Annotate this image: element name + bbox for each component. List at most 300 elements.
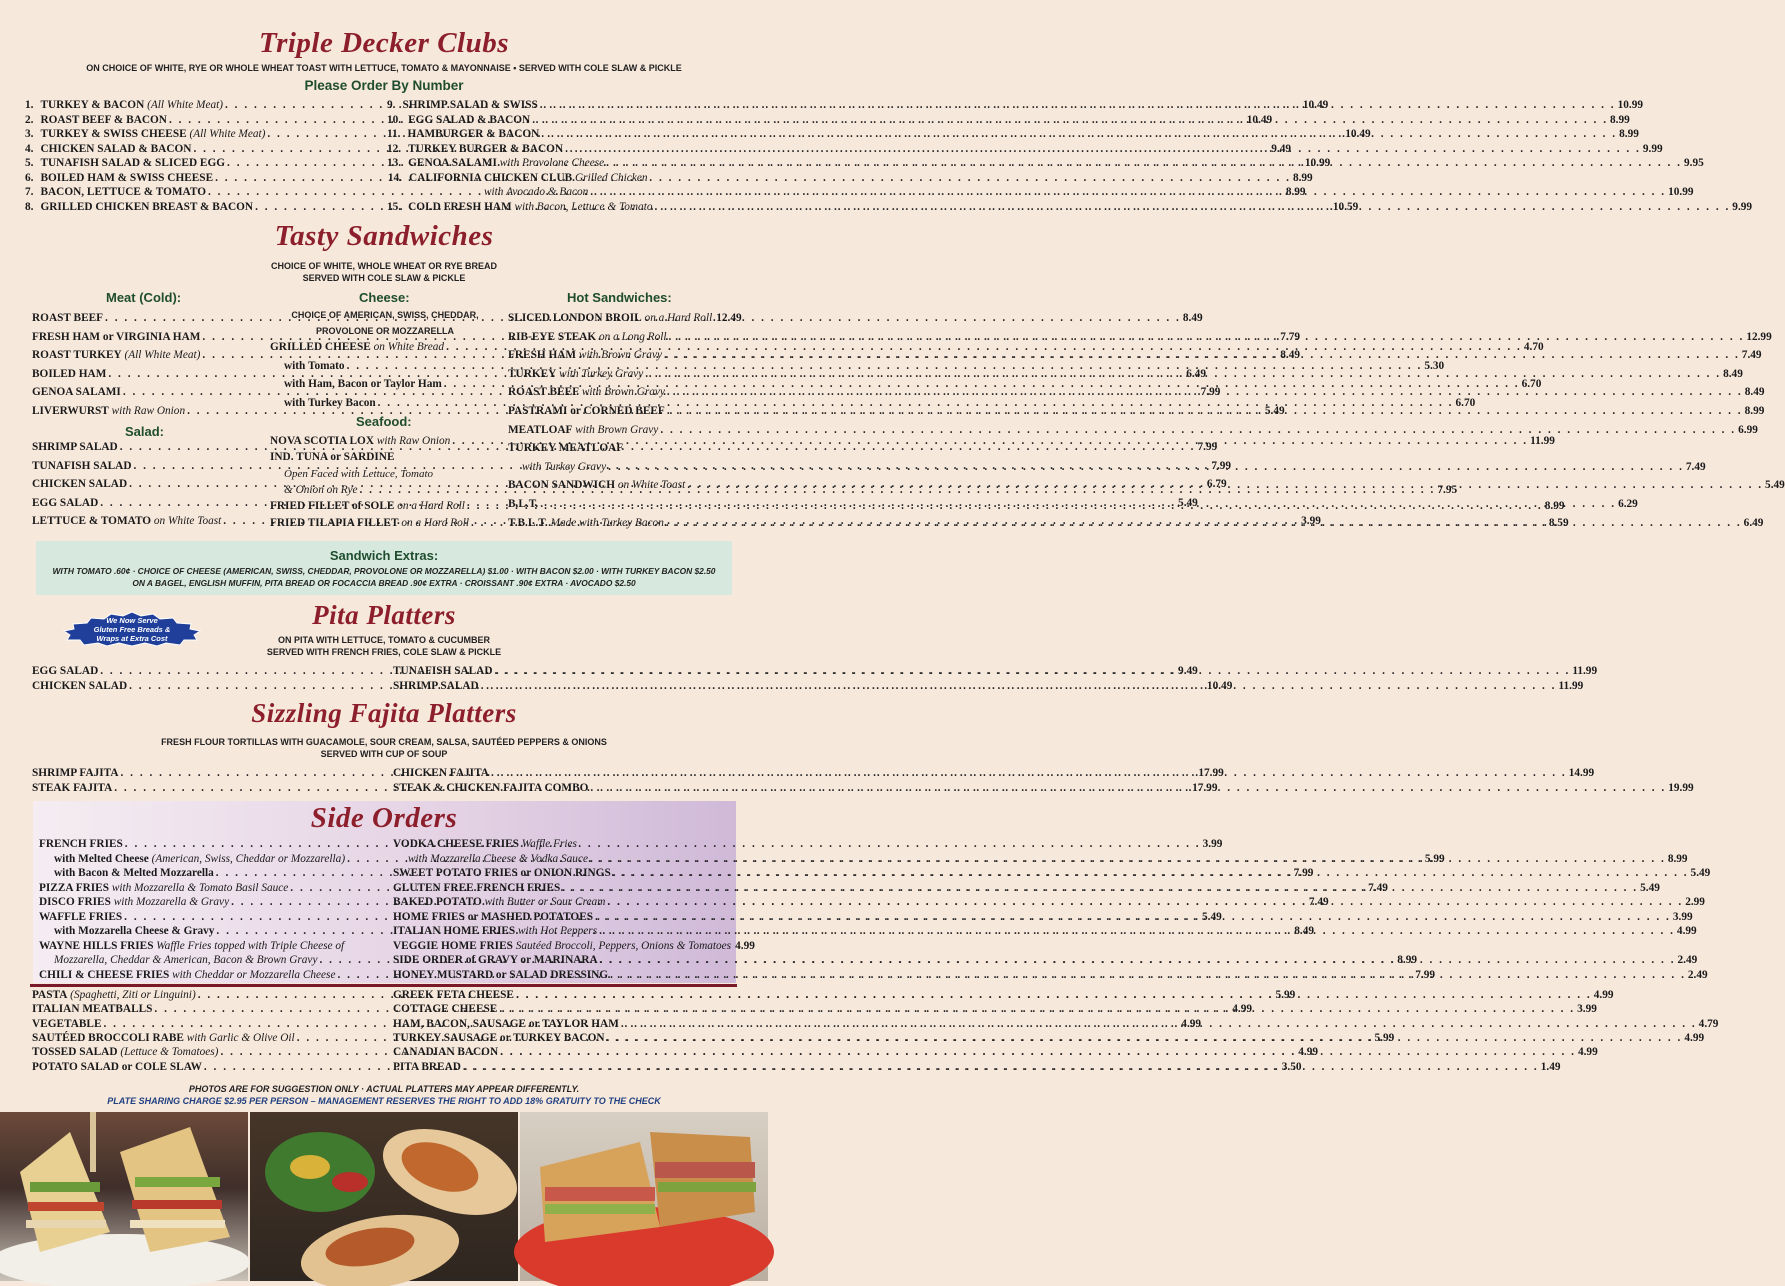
item-name (270, 499, 465, 513)
item-name-text: TUNAFISH SALAD (393, 665, 493, 677)
item-name-text: SHRIMP SALAD (393, 679, 479, 692)
item-name-text: PITA BREAD (393, 1060, 461, 1073)
item-name (393, 988, 514, 1002)
item-price: 5.99 (1424, 852, 1445, 865)
item-name-text: DISCO FRIES (39, 896, 111, 908)
item-name (39, 837, 123, 851)
item-name (393, 881, 560, 895)
item-name-text: with Mozzarella Cheese & Gravy (54, 925, 215, 937)
meat-cold-heading: Meat (Cold): (106, 290, 182, 305)
item-price: 8.99 (1610, 113, 1630, 126)
item-price: 7.95 (1437, 483, 1458, 496)
leader-dots (590, 852, 1666, 866)
pita-subtitle: ON PITA WITH LETTUCE, TOMATO & CUCUMBER SERVED WITH FRENCH FRIES, COLE SLAW & PICKLE (266, 635, 502, 657)
leader-dots (595, 910, 1671, 924)
item-name-text: CHICKEN SALAD & BACON (40, 142, 192, 155)
item-name (393, 1031, 605, 1045)
item-name (508, 497, 538, 511)
item-price: 17.99 (1192, 781, 1218, 794)
item-note: on a Long Roll (596, 330, 667, 343)
item-note: with Brown Gravy (572, 423, 659, 436)
item-name-text: BOILED HAM & SWISS CHEESE (40, 171, 214, 184)
item-name (393, 1045, 498, 1059)
item-name (508, 367, 643, 381)
item-note: with Hot Peppers (515, 925, 598, 937)
item-note: on White Toast (615, 479, 686, 492)
leader-dots (565, 142, 1641, 156)
item-name-text: with Turkey Bacon (284, 396, 376, 409)
item-price: 9.99 (1732, 200, 1753, 213)
item-name (508, 478, 685, 492)
item-note: (All White Meat) (121, 349, 201, 362)
turkey-sandwich-illustration (520, 1112, 768, 1281)
item-price: 5.99 (1275, 989, 1296, 1001)
item-price: 10.99 (1617, 99, 1643, 111)
item-price: 8.99 (1397, 954, 1418, 966)
item-name (40, 171, 213, 185)
item-name (393, 837, 577, 851)
item-name-text: with Melted Cheese (54, 852, 149, 865)
item-name (32, 766, 119, 780)
item-name (32, 477, 127, 491)
item-name-text: TURKEY MEATLOAF (508, 442, 624, 455)
leader-dots (654, 200, 1730, 214)
item-price: 5.49 (1178, 496, 1198, 509)
item-price: 6.79 (1206, 478, 1227, 491)
item-price: 3.99 (1202, 838, 1223, 850)
item-name-text: TOSSED SALAD (32, 1046, 118, 1059)
item-note: Waffle Fries topped with Triple Cheese of (153, 939, 345, 952)
item-name-text: ROAST BEEF (32, 312, 104, 324)
item-name (32, 385, 121, 399)
item-price: 7.99 (1197, 441, 1218, 453)
item-note: Sautéed Broccoli, Peppers, Onions & Tomatoes (512, 939, 732, 952)
item-number: 9. (387, 99, 396, 111)
item-price: 8.49 (1723, 367, 1743, 380)
sandwich-extras-text: WITH TOMATO .60¢ · CHOICE OF CHEESE (AMERICAN, SWISS, CHEDDAR, PROVOLONE OR MOZZARELLA) $1.00 · WITH BACON $2.00 · WITH TURKEY BACON $2.50 ON A BAGEL, ENGLISH MUFFIN, PITA BREAD OR FOCACCIA BREAD .90¢ EXTRA · CROISSANT .90¢ EXTRA · AVOCADO $2.50 (52, 566, 716, 588)
item-name (393, 968, 608, 982)
item-price: 7.99 (1293, 867, 1314, 879)
item-name-text: ROAST BEEF (508, 386, 580, 399)
item-price: 12.99 (1746, 330, 1772, 343)
item-price: 1.49 (1540, 1060, 1561, 1073)
item-note: on White Bread (370, 341, 445, 353)
item-price: 7.99 (1200, 386, 1221, 399)
item-name (508, 441, 623, 455)
leader-dots (607, 895, 1683, 909)
item-note: with Raw Onion (108, 405, 186, 417)
leader-dots (669, 330, 1745, 344)
fajita-subtitle: FRESH FLOUR TORTILLAS WITH GUACAMOLE, SOUR CREAM, SALSA, SAUTÉED PEPPERS & ONIONS SERVED WITH CUP OF SOUP (161, 737, 607, 759)
item-price: 5.49 (1765, 479, 1785, 492)
item-name-text: NOVA SCOTIA LOX (270, 435, 375, 447)
menu-item (508, 423, 1758, 437)
item-name-text: STEAK FAJITA (32, 781, 113, 794)
item-name (409, 171, 648, 185)
item-name-text: GREEK FETA CHEESE (393, 989, 514, 1001)
item-name-text: FRENCH FRIES (39, 838, 123, 850)
item-number: 2. (25, 113, 34, 126)
item-name-text: B.L.T. (508, 498, 539, 510)
club-sandwich-illustration (0, 1112, 248, 1281)
item-name-text: RIB-EYE STEAK (508, 330, 597, 343)
leader-dots (540, 497, 1616, 511)
item-price: 3.99 (1672, 910, 1693, 923)
item-price: 2.49 (1687, 968, 1708, 981)
sandwich-extras-title: Sandwich Extras: (329, 548, 439, 563)
item-name (32, 664, 98, 678)
item-price: 14.99 (1568, 767, 1595, 779)
item-price: 8.99 (1292, 171, 1313, 184)
item-name (408, 142, 563, 156)
menu-item (393, 1045, 1598, 1059)
club-sandwich-photo (0, 1112, 248, 1281)
leader-dots (532, 113, 1608, 127)
item-name-text: TURKEY BURGER & BACON (408, 142, 564, 155)
item-name-text: HONEY MUSTARD or SALAD DRESSING (393, 968, 609, 981)
menu-item (508, 441, 736, 455)
item-price: 7.49 (1308, 896, 1329, 908)
leader-dots (608, 460, 1684, 474)
item-name-text: BACON, LETTUCE & TOMATO (40, 186, 206, 198)
item-price: 7.79 (1280, 330, 1301, 343)
item-name (270, 483, 358, 497)
item-note: Made with Turkey Bacon (547, 516, 664, 529)
leader-dots (664, 348, 1740, 362)
seafood-heading: Seafood: (356, 414, 412, 429)
item-name-text: MEATLOAF (508, 423, 573, 436)
item-name (393, 1002, 497, 1016)
item-name-text: ROAST TURKEY (32, 349, 122, 362)
item-number: 15. (387, 200, 402, 213)
salad-heading: Salad: (125, 424, 165, 439)
leader-dots (600, 953, 1676, 967)
item-name (32, 1002, 152, 1016)
item-name (508, 330, 667, 344)
item-name (508, 423, 658, 437)
item-price: 5.49 (1690, 867, 1711, 879)
item-name (39, 910, 122, 924)
item-price: 10.49 (1246, 113, 1273, 126)
leader-dots (491, 766, 1567, 780)
item-name (40, 98, 223, 112)
item-note: (American, Swiss, Cheddar or Mozzarella) (148, 852, 346, 865)
item-name (393, 1017, 619, 1031)
item-price: 5.49 (1640, 881, 1660, 894)
item-name (32, 1017, 101, 1031)
item-name-text: ITALIAN MEATBALLS (32, 1003, 153, 1016)
item-note: with Provolone Cheese (496, 157, 605, 169)
item-price: 4.99 (1298, 1046, 1319, 1059)
turkey-sandwich-photo (520, 1112, 768, 1281)
item-price: 11.99 (1558, 679, 1584, 692)
item-price: 8.49 (1280, 349, 1301, 362)
item-price: 6.70 (1455, 396, 1476, 409)
item-price: 8.99 (1744, 405, 1765, 417)
item-price: 8.59 (1548, 516, 1569, 529)
item-price: 8.99 (1667, 852, 1688, 865)
leader-dots (495, 664, 1571, 678)
item-name (393, 866, 611, 880)
photo-disclaimer: PHOTOS ARE FOR SUGGESTION ONLY · ACTUAL PLATTERS MAY APPEAR DIFFERENTLY. (188, 1084, 580, 1094)
item-name-text: with Tomato (284, 359, 345, 372)
item-name (394, 185, 588, 199)
sides-title: Side Orders (310, 802, 458, 834)
item-price: 5.99 (1374, 1031, 1395, 1044)
menu-item (39, 939, 373, 953)
item-name (39, 895, 229, 909)
item-price: 7.49 (1685, 460, 1706, 473)
item-name-text: TURKEY & SWISS CHEESE (40, 128, 187, 140)
item-name (393, 953, 598, 967)
item-note: Grilled Chicken (572, 171, 648, 184)
leader-dots (599, 924, 1675, 938)
item-note: on a Hard Roll (641, 312, 713, 324)
item-note: with Avocado & Bacon (484, 186, 589, 198)
item-price: 6.49 (1743, 516, 1764, 529)
item-name-text: ITALIAN HOME FRIES (393, 925, 516, 937)
item-price: 4.99 (1593, 989, 1614, 1001)
item-name (40, 200, 253, 214)
leader-dots (666, 516, 1742, 530)
item-note: (All White Meat) (186, 128, 266, 140)
menu-item (270, 450, 498, 464)
item-name-text: VODKA CHEESE FRIES (393, 838, 519, 850)
item-note: with Mozzarella & Tomato Basil Sauce (109, 881, 289, 894)
item-name-text: FRIED FILLET of SOLE (270, 500, 395, 513)
item-number: 6. (25, 171, 34, 184)
menu-item (393, 939, 755, 953)
item-note: with Bacon, Lettuce & Tomato (511, 200, 653, 213)
item-name-text: TURKEY SAUSAGE or TURKEY BACON (393, 1031, 605, 1044)
item-price: 12.49 (716, 312, 742, 324)
item-note: on White Toast (151, 515, 222, 528)
item-price: 10.49 (1345, 128, 1371, 140)
leader-dots (667, 385, 1743, 399)
leader-dots (590, 185, 1666, 199)
item-name (32, 679, 127, 693)
item-name-text: BOILED HAM (32, 367, 107, 380)
menu-item (270, 359, 1445, 373)
menu-item (270, 340, 1544, 354)
clubs-subtitle: ON CHOICE OF WHITE, RYE OR WHOLE WHEAT TOAST WITH LETTUCE, TOMATO & MAYONNAISE • SERVED WITH COLE SLAW & PICKLE (86, 63, 682, 73)
item-name (32, 311, 103, 325)
item-price: 11.99 (1572, 665, 1598, 677)
item-note: with Turkey Gravy (522, 460, 607, 473)
leader-dots (500, 1045, 1576, 1059)
item-name-text: VEGGIE HOME FRIES (393, 939, 513, 952)
item-name-text: PASTA (32, 989, 68, 1001)
item-number: 12. (387, 142, 402, 155)
item-name (408, 127, 540, 141)
item-price: 11.99 (1530, 435, 1555, 447)
item-price: 17.99 (1198, 767, 1224, 779)
item-price: 10.99 (1304, 157, 1331, 169)
item-price: 10.99 (1668, 186, 1694, 198)
item-price: 4.79 (1698, 1017, 1719, 1030)
item-price: 8.99 (1619, 128, 1639, 140)
item-name-text: GRILLED CHEESE (270, 341, 371, 353)
item-name-text: CANADIAN BACON (393, 1046, 499, 1059)
item-name-text: SWEET POTATO FRIES or ONION RINGS (393, 867, 611, 879)
item-name (32, 330, 200, 344)
leader-dots (645, 367, 1721, 381)
item-note: on a Hard Roll (398, 516, 470, 529)
item-name (508, 348, 662, 362)
leader-dots (613, 866, 1689, 880)
item-price: 9.99 (1642, 142, 1663, 155)
item-name (270, 396, 376, 410)
menu-item (270, 377, 1542, 391)
item-name (39, 939, 344, 953)
sharing-charge-note: PLATE SHARING CHARGE $2.95 PER PERSON – MANAGEMENT RESERVES THE RIGHT TO ADD 18% GRATUITY TO THE CHECK (107, 1096, 661, 1106)
item-name-text: COLD FRESH HAM (408, 200, 512, 213)
item-name-text: FRESH HAM (508, 349, 577, 362)
item-name (408, 113, 530, 127)
item-price: 4.99 (1577, 1046, 1598, 1059)
item-name-text: SAUTÉED BROCCOLI RABE (32, 1031, 184, 1044)
item-name-text: VEGETABLE (32, 1017, 102, 1030)
leader-dots (540, 98, 1616, 112)
item-name (508, 516, 664, 530)
item-name-text: HAMBURGER & BACON (407, 128, 540, 140)
item-name (32, 440, 118, 454)
item-name-text: SIDE ORDER of GRAVY or MARINARA (393, 954, 598, 966)
item-name (32, 367, 106, 381)
item-price: 3.99 (1577, 1003, 1597, 1016)
item-note: (Spaghetti, Ziti or Linguini) (67, 989, 196, 1001)
item-name-text: COTTAGE CHEESE (393, 1003, 498, 1016)
item-name (393, 1060, 461, 1074)
item-price: 6.99 (1738, 423, 1758, 436)
item-name (393, 895, 605, 909)
item-note: (Lettuce & Tomatoes) (117, 1046, 219, 1059)
item-name (39, 968, 335, 982)
item-price: 4.99 (1181, 1017, 1202, 1030)
item-name-text: BACON SANDWICH (508, 479, 616, 492)
item-name-text: GRILLED CHICKEN BREAST & BACON (40, 200, 254, 213)
item-number: 7. (25, 186, 34, 198)
item-price: 9.95 (1683, 157, 1704, 169)
item-name-text: CALIFORNIA CHICKEN CLUB (409, 171, 573, 184)
item-name-text: POTATO SALAD or COLE SLAW (32, 1060, 202, 1073)
item-name (40, 142, 191, 156)
item-name-text: FRIED TILAPIA FILLET (270, 516, 399, 529)
item-name (270, 359, 345, 373)
item-name (32, 348, 200, 362)
item-name (408, 156, 604, 170)
item-name-text: EGG SALAD (32, 665, 99, 677)
item-name-text: CHICKEN SALAD (32, 679, 128, 692)
item-name (393, 679, 479, 693)
item-number: 3. (25, 128, 34, 140)
item-name (32, 988, 196, 1002)
leader-dots (463, 1060, 1539, 1074)
item-name (32, 1031, 295, 1045)
item-price: 5.30 (1424, 359, 1445, 372)
item-name (393, 664, 493, 678)
item-name-text: CHICKEN SALAD (32, 478, 128, 491)
item-price: 10.49 (1302, 99, 1329, 111)
item-price: 9.49 (1271, 142, 1292, 155)
item-note: & Onion on Rye (284, 483, 358, 496)
item-price: 4.99 (735, 939, 755, 952)
leader-dots (481, 679, 1557, 693)
item-name-text: GENOA SALAMI (408, 157, 497, 169)
item-name (270, 377, 442, 391)
item-name-text: IND. TUNA or SARDINE (270, 451, 395, 464)
item-name-text: ROAST BEEF & BACON (40, 113, 167, 126)
leader-dots (621, 1017, 1697, 1031)
item-price: 6.49 (1186, 367, 1206, 380)
menu-item (270, 396, 1476, 410)
item-note: with Brown Gravy (576, 349, 662, 362)
leader-dots (590, 781, 1666, 795)
leader-dots (499, 1002, 1575, 1016)
item-name-text: SHRIMP SALAD (32, 441, 118, 453)
item-name-text: FRESH HAM or VIRGINIA HAM (32, 330, 201, 343)
fajita-title: Sizzling Fajita Platters (251, 698, 517, 728)
item-name (32, 514, 221, 528)
item-name (32, 1045, 218, 1059)
item-price: 4.99 (1676, 925, 1697, 937)
item-note: with Turkey Gravy (556, 367, 644, 380)
item-number: 13. (387, 157, 402, 169)
item-name (32, 459, 132, 473)
item-price: 3.99 (1301, 515, 1321, 528)
item-note: (All White Meat) (144, 99, 224, 111)
item-price: 2.99 (1685, 896, 1705, 908)
item-name-text: TUNAFISH SALAD (32, 459, 132, 472)
item-name-text: EGG SALAD (32, 496, 99, 509)
item-name (39, 881, 288, 895)
item-name (40, 156, 225, 170)
pita-title: Pita Platters (312, 600, 456, 630)
sides-divider (30, 984, 737, 987)
item-name-text: with Ham, Bacon or Taylor Ham (284, 378, 442, 391)
item-price: 8.99 (1285, 186, 1306, 198)
wrap-illustration (250, 1112, 518, 1281)
item-price: 2.49 (1677, 954, 1698, 966)
item-price: 7.49 (1741, 349, 1762, 362)
item-name (270, 516, 469, 530)
leader-dots (667, 404, 1743, 418)
item-price: 4.99 (1684, 1031, 1705, 1044)
item-price: 5.49 (1201, 910, 1222, 923)
item-number: 4. (25, 142, 34, 155)
menu-item (393, 837, 729, 851)
item-name (32, 404, 185, 418)
item-name (40, 113, 166, 127)
item-name-text: TURKEY (508, 367, 557, 380)
item-price: 7.99 (1415, 968, 1436, 981)
item-number: 11. (387, 128, 401, 140)
leader-dots (541, 127, 1617, 141)
item-name-text: HOME FRIES or MASHED POTATOES (393, 910, 594, 923)
item-price: 7.99 (1211, 459, 1232, 472)
item-note-continuation: Open Faced with Lettuce, Tomato (284, 467, 433, 480)
item-name (393, 781, 588, 795)
item-name-text: TURKEY & BACON (40, 99, 145, 111)
item-name-text: HAM, BACON, SAUSAGE or TAYLOR HAM (393, 1017, 619, 1030)
item-price: 8.49 (1744, 386, 1765, 399)
item-name-text: BAKED POTATO (393, 896, 482, 908)
item-name (508, 311, 712, 325)
item-name (402, 98, 537, 112)
leader-dots (660, 423, 1736, 437)
item-note: with Brown Gravy (579, 386, 665, 399)
item-name-text: LIVERWURST (32, 405, 109, 417)
